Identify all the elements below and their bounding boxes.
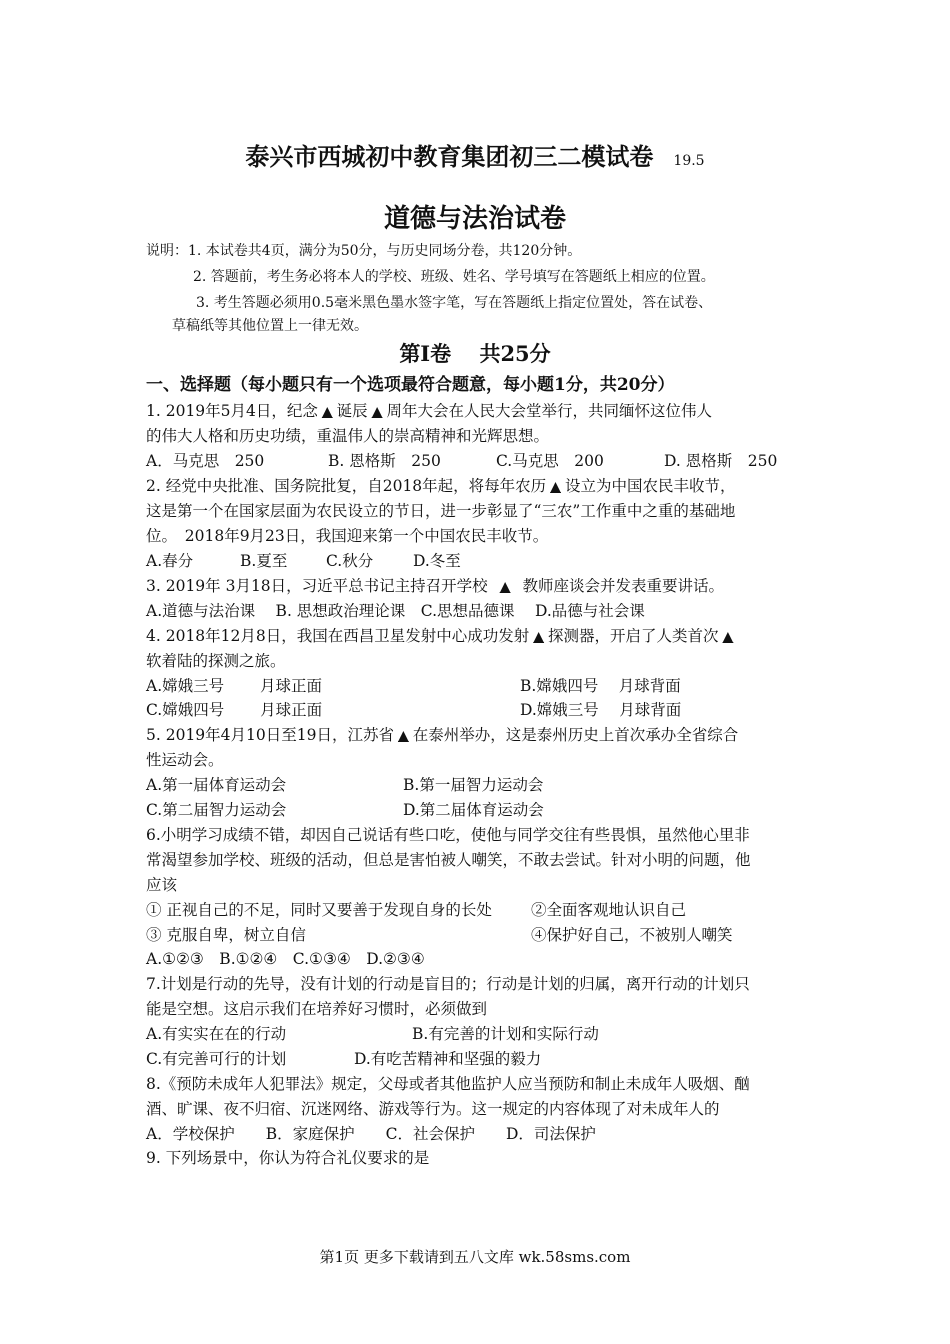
note-1: 说明：1. 本试卷共4页，满分为50分，与历史同场分卷，共120分钟。 bbox=[146, 243, 582, 259]
subject-title: 道德与法治试卷 bbox=[383, 204, 566, 234]
q1-text-b: 诞辰 bbox=[336, 402, 368, 420]
exam-title-text: 泰兴市西城初中教育集团初三二模试卷 bbox=[245, 142, 654, 171]
q7-option-d: D.有吃苦精神和坚强的毅力 bbox=[354, 1050, 542, 1068]
question-3 bbox=[146, 576, 724, 597]
q6-line-2: 常渴望参加学校、班级的活动，但总是害怕被人嘲笑，不敢去尝试。针对小明的问题，他 bbox=[146, 851, 751, 869]
question-5 bbox=[146, 725, 738, 746]
q6-item-4: ④保护好自己，不被别人嘲笑 bbox=[531, 926, 733, 944]
note-4: 草稿纸等其他位置上一律无效。 bbox=[172, 318, 368, 334]
q4-option-a: A.嫦娥三号 月球正面 bbox=[146, 677, 323, 695]
q7-option-b: B.有完善的计划和实际行动 bbox=[412, 1025, 599, 1043]
q2-text-b: 设立为中国农民丰收节， bbox=[564, 477, 736, 495]
answer-blank: ▲ bbox=[722, 629, 734, 645]
exam-date: 19.5 bbox=[673, 153, 705, 169]
q3-text-a: 3. 2019年 3月18日，习近平总书记主持召开学校 bbox=[146, 577, 488, 595]
q5-text-a: 5. 2019年4月10日至19日，江苏省 bbox=[146, 726, 394, 744]
q1-text-a: 1. 2019年5月4日，纪念 bbox=[146, 402, 318, 420]
q2-line-2: 这是第一个在国家层面为农民设立的节日，进一步彰显了“三农”工作重中之重的基础地 bbox=[146, 502, 736, 520]
note-2: 2. 答题前，考生务必将本人的学校、班级、姓名、学号填写在答题纸上相应的位置。 bbox=[193, 269, 715, 285]
q8-options: A．学校保护 B．家庭保护 C．社会保护 D．司法保护 bbox=[146, 1125, 596, 1143]
answer-blank: ▲ bbox=[371, 404, 383, 420]
exam-title bbox=[0, 137, 950, 172]
q2-text-a: 2. 经党中央批准、国务院批复，自2018年起，将每年农历 bbox=[146, 477, 547, 495]
q8-line-1: 8.《预防未成年人犯罪法》规定，父母或者其他监护人应当预防和制止未成年人吸烟、酗 bbox=[146, 1075, 750, 1093]
q5-option-b: B.第一届智力运动会 bbox=[403, 776, 544, 794]
q1-option-d: D. 恩格斯 250 bbox=[664, 452, 778, 470]
page-footer: 第1页 更多下载请到五八文库 wk.58sms.com bbox=[319, 1248, 631, 1266]
q1-option-b: B. 恩格斯 250 bbox=[328, 452, 441, 470]
answer-blank: ▲ bbox=[550, 479, 561, 495]
q1-text-c: 周年大会在人民大会堂举行，共同缅怀这位伟人 bbox=[386, 402, 712, 420]
q5-option-a: A.第一届体育运动会 bbox=[146, 776, 287, 794]
q1-option-c: C.马克思 200 bbox=[496, 452, 604, 470]
q4-text-b: 探测器，开启了人类首次 bbox=[548, 627, 719, 645]
q4-option-c: C.嫦娥四号 月球正面 bbox=[146, 701, 323, 719]
q7-line-2: 能是空想。这启示我们在培养好习惯时，必须做到 bbox=[146, 1000, 488, 1018]
q6-line-3: 应该 bbox=[146, 876, 178, 894]
q4-option-b: B.嫦娥四号 月球背面 bbox=[520, 677, 681, 695]
q3-options: A.道德与法治课 B. 思想政治理论课 C.思想品德课 D.品德与社会课 bbox=[146, 602, 645, 620]
q1-option-a: A．马克思 250 bbox=[146, 452, 265, 470]
q4-option-d: D.嫦娥三号 月球背面 bbox=[520, 701, 682, 719]
question-2 bbox=[146, 476, 735, 497]
q2-line-3: 位。 2018年9月23日，我国迎来第一个中国农民丰收节。 bbox=[146, 527, 549, 545]
part-title: 第Ⅰ卷 共25分 bbox=[399, 341, 551, 366]
q5-text-b: 在泰州举办，这是泰州历史上首次承办全省综合 bbox=[412, 726, 739, 744]
q2-option-b: B.夏至 bbox=[240, 552, 288, 570]
q5-option-c: C.第二届智力运动会 bbox=[146, 801, 287, 819]
q2-option-a: A.春分 bbox=[146, 552, 194, 570]
q2-option-d: D.冬至 bbox=[413, 552, 461, 570]
q1-line-2: 的伟大人格和历史功绩，重温伟人的崇高精神和光辉思想。 bbox=[146, 427, 550, 445]
q5-option-d: D.第二届体育运动会 bbox=[403, 801, 544, 819]
q6-line-1: 6.小明学习成绩不错，却因自己说话有些口吃，使他与同学交往有些畏惧，虽然他心里非 bbox=[146, 826, 750, 844]
q5-line-2: 性运动会。 bbox=[146, 751, 224, 769]
note-3: 3. 考生答题必须用0.5毫米黑色墨水签字笔，写在答题纸上指定位置处，答在试卷、 bbox=[196, 295, 713, 311]
q7-line-1: 7.计划是行动的先导，没有计划的行动是盲目的；行动是计划的归属，离开行动的计划只 bbox=[146, 975, 750, 993]
q4-line-2: 软着陆的探测之旅。 bbox=[146, 652, 286, 670]
answer-blank: ▲ bbox=[397, 728, 409, 744]
q4-text-a: 4. 2018年12月8日，我国在西昌卫星发射中心成功发射 bbox=[146, 627, 530, 645]
answer-blank: ▲ bbox=[533, 629, 545, 645]
answer-blank: ▲ bbox=[321, 404, 333, 420]
q9-line-1: 9. 下列场景中，你认为符合礼仪要求的是 bbox=[146, 1149, 430, 1167]
q7-option-a: A.有实实在在的行动 bbox=[146, 1025, 287, 1043]
q2-option-c: C.秋分 bbox=[326, 552, 374, 570]
q6-item-1: ① 正视自己的不足，同时又要善于发现自身的长处 bbox=[146, 901, 492, 919]
q6-item-3: ③ 克服自卑，树立自信 bbox=[146, 926, 306, 944]
question-4 bbox=[146, 626, 737, 647]
q6-item-2: ②全面客观地认识自己 bbox=[531, 901, 687, 919]
q8-line-2: 酒、旷课、夜不归宿、沉迷网络、游戏等行为。这一规定的内容体现了对未成年人的 bbox=[146, 1100, 720, 1118]
question-1 bbox=[146, 401, 712, 422]
section-heading: 一、选择题（每小题只有一个选项最符合题意，每小题1分，共20分） bbox=[146, 375, 675, 395]
q3-text-b: 教师座谈会并发表重要讲话。 bbox=[522, 577, 724, 595]
q7-option-c: C.有完善可行的计划 bbox=[146, 1050, 287, 1068]
q6-options: A.①②③ B.①②④ C.①③④ D.②③④ bbox=[146, 950, 425, 968]
answer-blank: ▲ bbox=[499, 579, 511, 595]
